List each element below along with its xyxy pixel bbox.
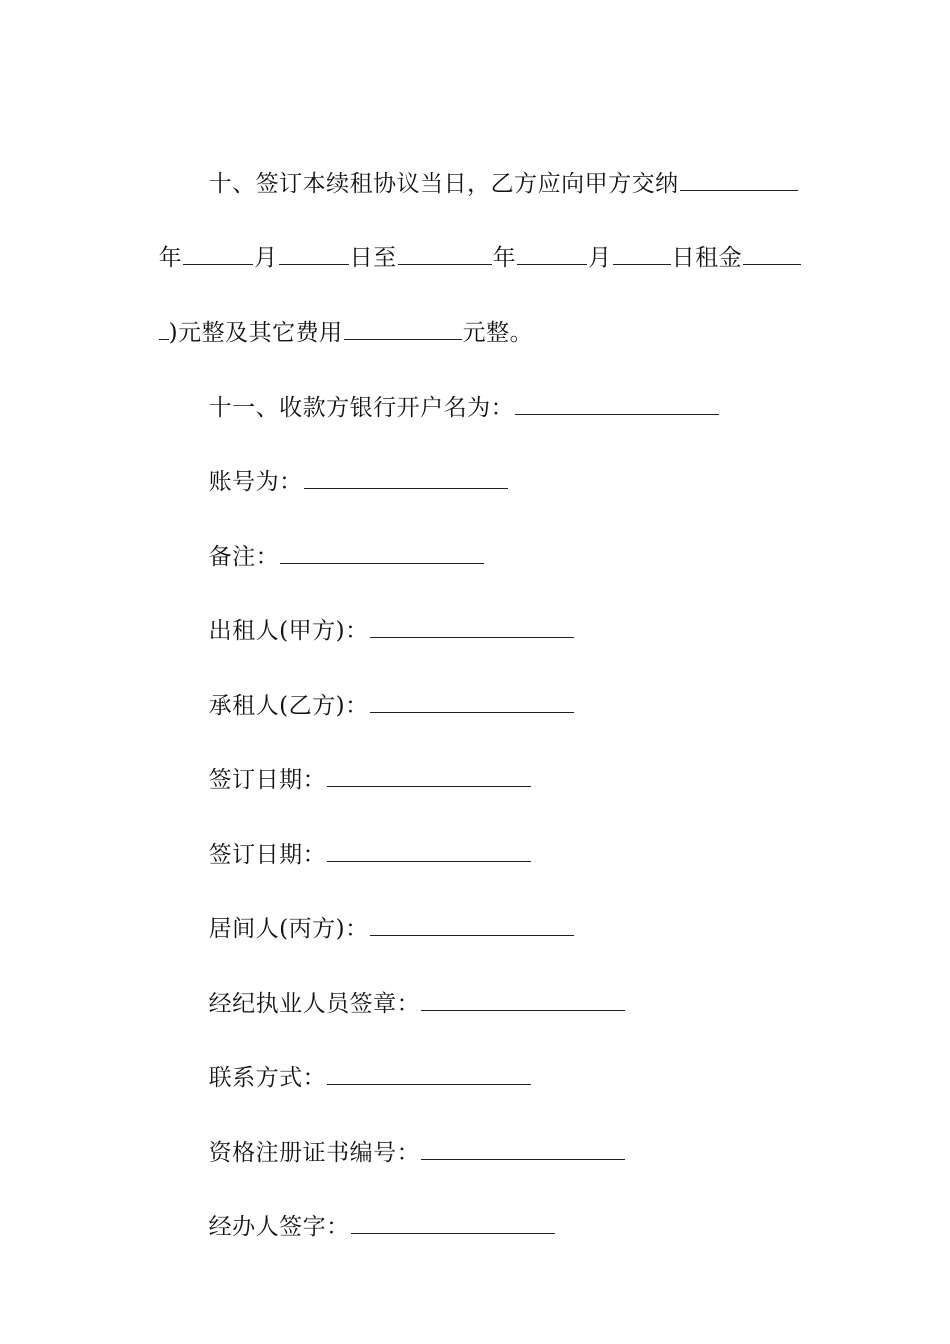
clause-10-text: 十、签订本续租协议当日，乙方应向甲方交纳 <box>208 171 679 197</box>
field-row <box>193 734 532 795</box>
field-label: 备注： <box>208 544 280 570</box>
clause-10-line-1 <box>193 138 799 199</box>
clause-11-text: 十一、收款方银行开户名为： <box>208 395 515 421</box>
day-to-label: 日至 <box>349 245 397 271</box>
end-day-blank[interactable] <box>613 242 671 265</box>
field-label: 出租人(甲方)： <box>208 618 369 644</box>
field-label: 签订日期： <box>208 842 327 868</box>
account-number-blank[interactable] <box>304 466 508 489</box>
account-name-blank[interactable] <box>515 392 719 415</box>
field-row <box>193 809 532 870</box>
field-label: 经纪执业人员签章： <box>208 991 421 1017</box>
start-month-blank[interactable] <box>279 242 349 265</box>
field-row <box>193 660 575 721</box>
rent-amount-blank[interactable] <box>743 242 801 265</box>
contact-blank[interactable] <box>327 1062 531 1085</box>
field-row <box>193 511 485 572</box>
field-row <box>193 958 626 1019</box>
sign-date-blank[interactable] <box>327 764 531 787</box>
yuan-label: 元整。 <box>462 320 534 346</box>
handler-signature-blank[interactable] <box>351 1211 555 1234</box>
certificate-number-blank[interactable] <box>421 1137 625 1160</box>
clause-10-line-2 <box>143 212 802 273</box>
field-row <box>193 1032 532 1093</box>
sign-date-blank-2[interactable] <box>327 839 531 862</box>
agent-seal-blank[interactable] <box>421 988 625 1011</box>
month-label: 月 <box>254 245 278 271</box>
field-label: 联系方式： <box>208 1065 327 1091</box>
field-row <box>193 436 509 497</box>
clause-11-line <box>193 362 720 423</box>
field-row <box>193 585 575 646</box>
field-label: 经办人签字： <box>208 1214 350 1240</box>
field-row <box>193 1107 626 1168</box>
rent-amount-blank-cont[interactable] <box>159 317 169 340</box>
field-label: 资格注册证书编号： <box>208 1140 421 1166</box>
end-year-blank[interactable] <box>398 242 492 265</box>
end-month-blank[interactable] <box>517 242 587 265</box>
lessor-blank[interactable] <box>370 615 574 638</box>
field-label: 账号为： <box>208 469 303 495</box>
intermediary-blank[interactable] <box>370 913 574 936</box>
clause-10-line-3 <box>143 287 533 348</box>
field-row <box>193 883 575 944</box>
lessee-blank[interactable] <box>370 690 574 713</box>
deposit-amount-blank[interactable] <box>680 168 798 191</box>
rent-label: 日租金 <box>671 245 743 271</box>
other-fees-label: )元整及其它费用 <box>168 320 343 346</box>
field-label: 居间人(丙方)： <box>208 916 369 942</box>
other-fees-blank[interactable] <box>344 317 462 340</box>
start-year-blank[interactable] <box>183 242 253 265</box>
field-row <box>193 1181 556 1242</box>
field-label: 签订日期： <box>208 767 327 793</box>
month-label-2: 月 <box>588 245 612 271</box>
year-label: 年 <box>158 245 183 271</box>
field-label: 承租人(乙方)： <box>208 693 369 719</box>
year-label-2: 年 <box>492 245 517 271</box>
remarks-blank[interactable] <box>280 541 484 564</box>
